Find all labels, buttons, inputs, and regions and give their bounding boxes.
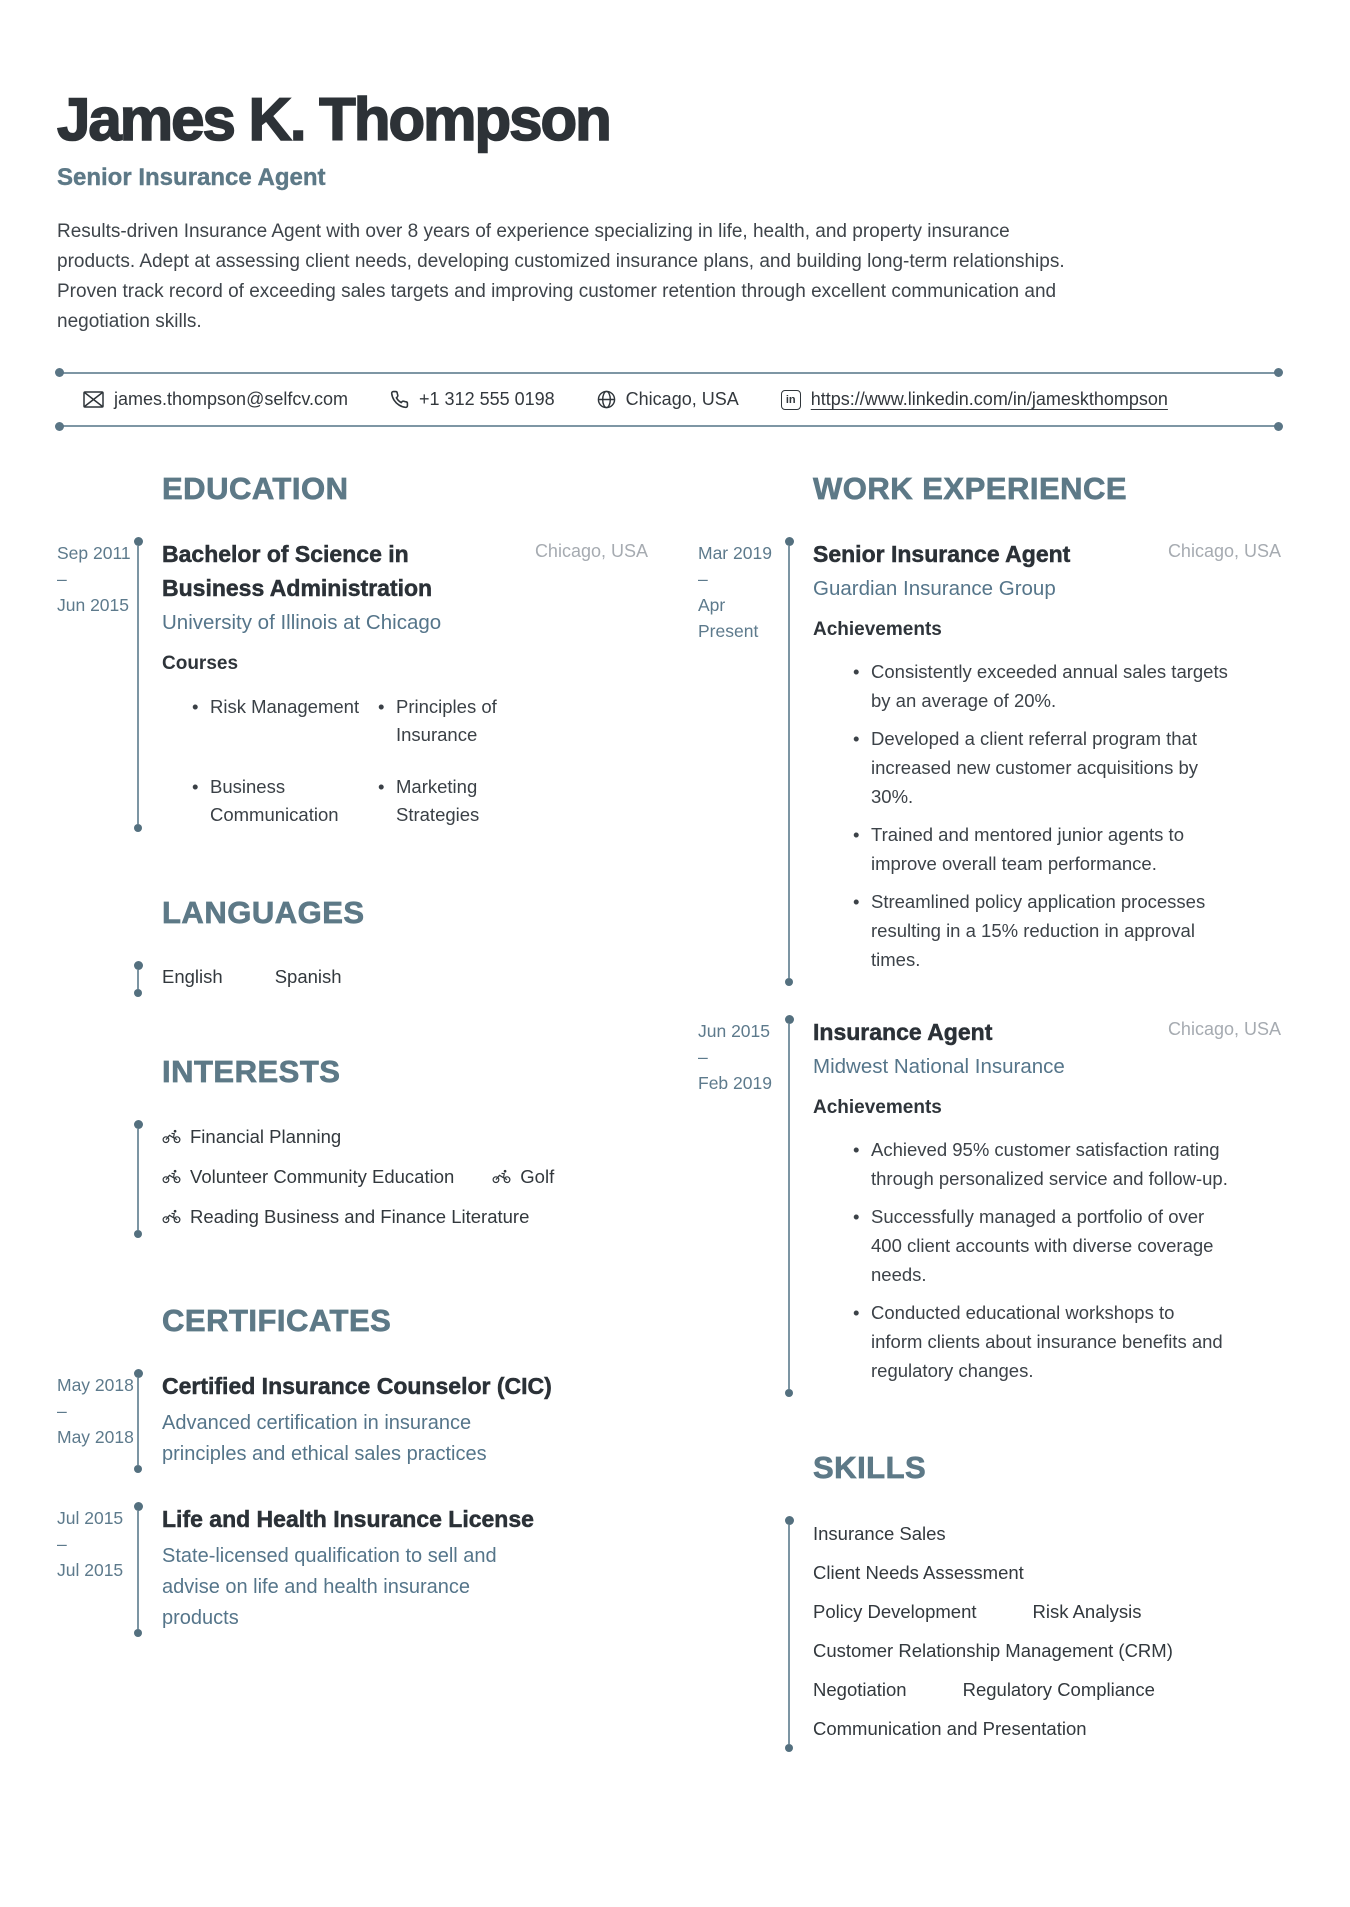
achievement-item: • Consistently exceeded annual sales targets by an average of 20%. [853, 657, 1228, 715]
timeline-dot [785, 1516, 794, 1525]
summary-text: Results-driven Insurance Agent with over 8 years of experience specializing in life, health, and property insurance products. Adept at assessing client needs, developing customized insurance plans, and building long-term relationships. Proven track record of exceeding sales targets and improving customer retention through excellent communication and negotiation skills. [57, 221, 1065, 332]
company-name: Midwest National Insurance [813, 1055, 1065, 1078]
cyclist-icon [492, 1169, 511, 1184]
section-title-languages: LANGUAGES [162, 895, 365, 930]
linkedin-icon: in [781, 390, 801, 410]
certificate-description: Advanced certification in insurance principles and ethical sales practices [162, 1412, 487, 1465]
course-item: • Risk Management [192, 693, 368, 749]
achievement-item: • Developed a client referral program that increased new customer acquisitions by 30%. [853, 724, 1228, 811]
contact-location-text: Chicago, USA [625, 389, 739, 409]
work-dates: Mar 2019 – Apr Present [698, 543, 772, 641]
bar-dot [55, 422, 64, 431]
skill-item: Risk Analysis [1032, 1601, 1142, 1622]
language-item: Spanish [274, 966, 342, 987]
skill-item: Communication and Presentation [813, 1718, 1087, 1739]
timeline-dot [134, 1120, 143, 1129]
timeline-dot [785, 978, 793, 986]
interest-item: Financial Planning [162, 1122, 341, 1151]
timeline-dot [134, 824, 142, 832]
section-title-work: WORK EXPERIENCE [813, 471, 1128, 506]
achievements-list [813, 1135, 1281, 1385]
timeline-dot [134, 1502, 143, 1511]
interest-item: Reading Business and Finance Literature [162, 1202, 529, 1231]
timeline [137, 961, 162, 994]
work-title: Insurance Agent [813, 1019, 993, 1045]
certificate-title: Life and Health Insurance License [162, 1506, 534, 1532]
left-column [57, 471, 648, 1749]
company-name: Guardian Insurance Group [813, 577, 1056, 600]
interest-item: Golf [492, 1162, 554, 1191]
contact-email [83, 389, 348, 410]
languages-list [162, 961, 648, 994]
achievement-item: • Achieved 95% customer satisfaction rating through personalized service and follow-up. [853, 1135, 1228, 1193]
timeline [788, 1516, 813, 1749]
envelope-icon [83, 391, 104, 408]
timeline-dot [134, 1369, 143, 1378]
interests-entry [57, 1120, 648, 1235]
timeline [137, 1369, 162, 1470]
section-title-interests: INTERESTS [162, 1054, 341, 1089]
timeline-dot [785, 1389, 793, 1397]
certificate-title: Certified Insurance Counselor (CIC) [162, 1373, 552, 1399]
timeline [137, 1120, 162, 1235]
course-item: • Principles of Insurance [378, 693, 538, 749]
timeline-dot [134, 537, 143, 546]
timeline-dot [785, 1744, 793, 1752]
work-entry [698, 1015, 1281, 1394]
person-job-title: Senior Insurance Agent [57, 164, 326, 191]
cyclist-icon [162, 1129, 181, 1144]
skill-item: Negotiation [813, 1679, 907, 1700]
contact-linkedin [781, 389, 1168, 410]
bar-dot [1274, 422, 1283, 431]
certificate-dates: Jul 2015 – Jul 2015 [57, 1508, 124, 1580]
person-name: James K. Thompson [57, 86, 610, 153]
certificate-entry [57, 1502, 648, 1634]
achievement-item: • Streamlined policy application processes resulting in a 15% reduction in approval times. [853, 887, 1228, 974]
timeline-dot [785, 537, 794, 546]
interests-list [162, 1120, 648, 1235]
skills-entry [698, 1516, 1281, 1749]
skill-item: Customer Relationship Management (CRM) [813, 1640, 1173, 1661]
certificate-entry [57, 1369, 648, 1470]
skill-item: Regulatory Compliance [962, 1679, 1155, 1700]
contact-email-text: james.thompson@selfcv.com [114, 389, 349, 409]
right-column [698, 471, 1281, 1749]
timeline-dot [134, 989, 142, 997]
bar-dot [55, 368, 64, 377]
work-title: Senior Insurance Agent [813, 541, 1071, 567]
work-location: Chicago, USA [1167, 1019, 1281, 1039]
certificate-dates: May 2018 – May 2018 [57, 1375, 134, 1447]
cyclist-icon [162, 1209, 181, 1224]
skills-list [813, 1516, 1281, 1749]
timeline-dot [134, 1230, 142, 1238]
achievement-item: • Conducted educational workshops to inform clients about insurance benefits and regulatory changes. [853, 1298, 1228, 1385]
section-title-education: EDUCATION [162, 471, 349, 506]
timeline-dot [785, 1015, 794, 1024]
achievement-item: • Trained and mentored junior agents to improve overall team performance. [853, 820, 1228, 878]
interest-item: Volunteer Community Education [162, 1162, 454, 1191]
contact-location [597, 389, 739, 410]
contact-bar [57, 372, 1281, 427]
education-entry [57, 537, 648, 829]
timeline [788, 537, 813, 983]
skill-item: Policy Development [813, 1601, 977, 1622]
achievement-item: • Successfully managed a portfolio of over 400 client accounts with diverse coverage needs. [853, 1202, 1228, 1289]
certificate-description: State-licensed qualification to sell and advise on life and health insurance products [162, 1545, 497, 1629]
main-columns [57, 471, 1281, 1749]
skill-item: Client Needs Assessment [813, 1562, 1024, 1583]
education-dates: Sep 2011 – Jun 2015 [57, 543, 131, 615]
timeline-dot [134, 1629, 142, 1637]
course-item: • Business Communication [192, 773, 368, 829]
education-location: Chicago, USA [534, 541, 648, 561]
timeline [788, 1015, 813, 1394]
timeline-dot [134, 961, 143, 970]
achievements-list [813, 657, 1281, 974]
timeline-dot [134, 1465, 142, 1473]
globe-icon [597, 390, 616, 409]
bar-dot [1274, 368, 1283, 377]
work-dates: Jun 2015 – Feb 2019 [698, 1021, 772, 1093]
school-name: University of Illinois at Chicago [162, 611, 442, 634]
contact-phone-text: +1 312 555 0198 [419, 389, 555, 409]
section-title-skills: SKILLS [813, 1450, 927, 1485]
achievements-label: Achievements [813, 619, 942, 640]
work-location: Chicago, USA [1167, 541, 1281, 561]
courses-label: Courses [162, 653, 239, 674]
language-item: English [162, 966, 223, 987]
timeline [137, 537, 162, 829]
course-item: • Marketing Strategies [378, 773, 538, 829]
skill-item: Insurance Sales [813, 1523, 946, 1544]
section-title-certificates: CERTIFICATES [162, 1303, 392, 1338]
contact-phone [390, 389, 555, 410]
languages-entry [57, 961, 648, 994]
timeline [137, 1502, 162, 1634]
cyclist-icon [162, 1169, 181, 1184]
degree-title: Bachelor of Science in Business Administration [162, 541, 433, 601]
linkedin-link[interactable]: https://www.linkedin.com/in/jameskthompson [810, 389, 1168, 409]
work-entry [698, 537, 1281, 983]
courses-list [162, 693, 648, 829]
achievements-label: Achievements [813, 1097, 942, 1118]
phone-icon [390, 390, 409, 409]
